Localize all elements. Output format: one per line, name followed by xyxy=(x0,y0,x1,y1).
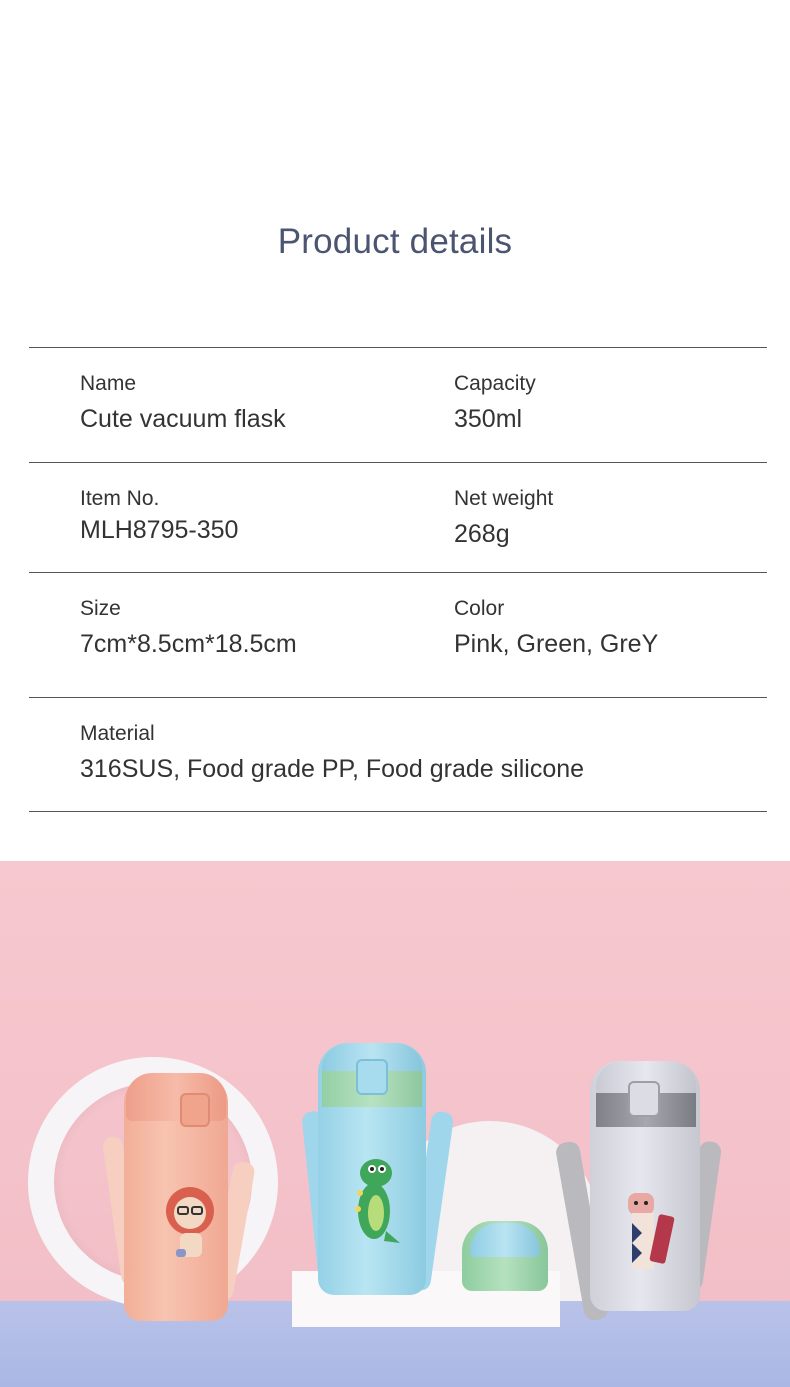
spec-item-no-label: Item No. xyxy=(80,487,160,510)
lion-icon xyxy=(160,1181,220,1261)
lion-sticker xyxy=(160,1181,220,1261)
spec-capacity-value: 350ml xyxy=(454,405,523,433)
pink-bottle-lid xyxy=(126,1073,226,1121)
page-title: Product details xyxy=(277,222,513,261)
dino-sticker xyxy=(346,1153,402,1249)
pink-bottle-button xyxy=(180,1093,210,1127)
spec-material-value: 316SUS, Food grade PP, Food grade silicone xyxy=(80,755,585,783)
blue-bottle-button xyxy=(356,1059,388,1095)
spec-size-value: 7cm*8.5cm*18.5cm xyxy=(80,630,297,658)
rule-2 xyxy=(29,462,767,463)
spec-name-label: Name xyxy=(80,372,137,395)
spec-capacity-label: Capacity xyxy=(454,372,536,395)
grey-bottle-button xyxy=(628,1081,660,1117)
giraffe-icon xyxy=(618,1183,688,1275)
spec-color-label: Color xyxy=(454,597,505,620)
giraffe-sticker xyxy=(618,1183,688,1275)
spec-size-label: Size xyxy=(80,597,121,620)
dinosaur-icon xyxy=(346,1153,402,1249)
spec-net-weight-value: 268g xyxy=(454,520,510,548)
spec-color-value: Pink, Green, GreY xyxy=(454,630,659,658)
spec-net-weight-label: Net weight xyxy=(454,487,554,510)
rule-top xyxy=(29,347,767,348)
rule-bottom xyxy=(29,811,767,812)
rule-4 xyxy=(29,697,767,698)
spec-name-value: Cute vacuum flask xyxy=(80,405,286,433)
rule-3 xyxy=(29,572,767,573)
product-photo xyxy=(0,861,790,1387)
spec-item-no-value: MLH8795-350 xyxy=(80,516,239,544)
spec-material-label: Material xyxy=(80,722,155,745)
